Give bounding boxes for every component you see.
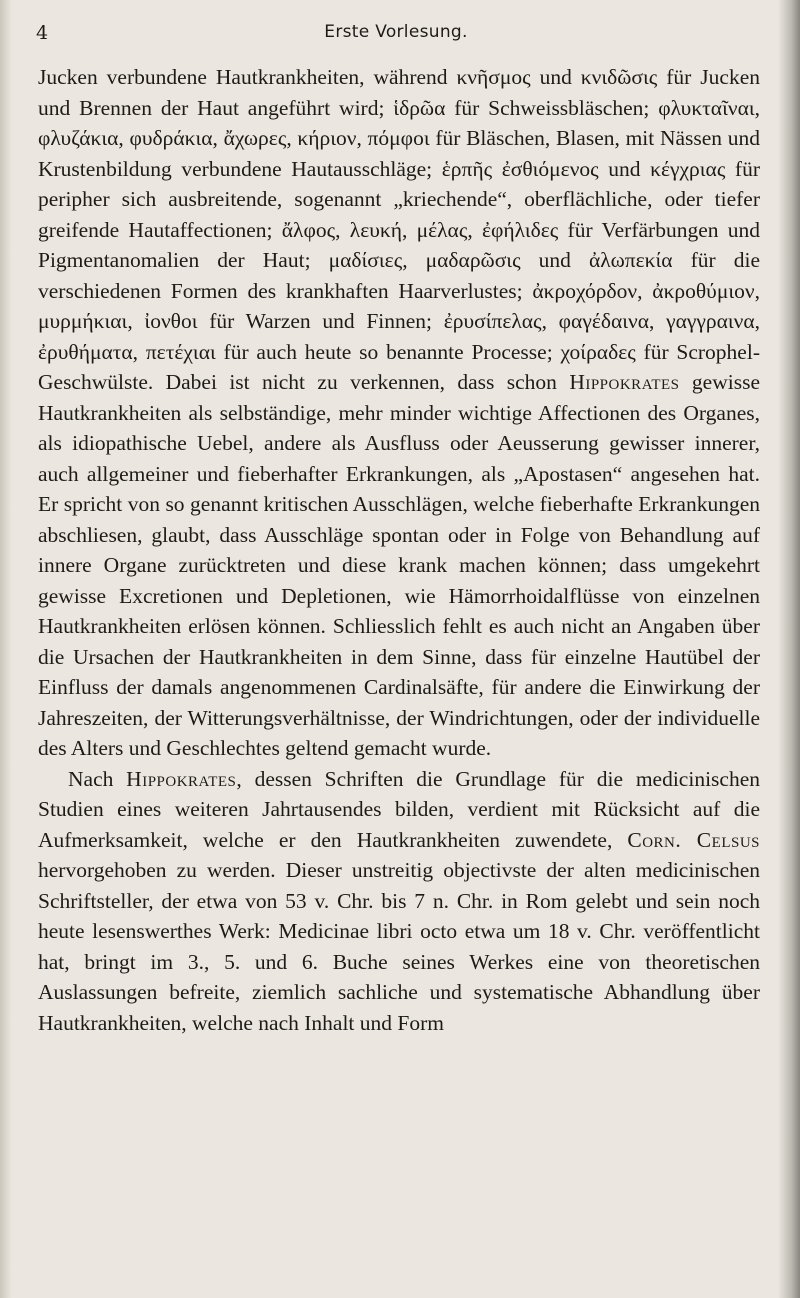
author-name-hippokrates: Hippokrates — [569, 370, 680, 394]
text-segment: gewisse Hautkrankheiten als selbständige, mehr minder wichtige Affectionen des Organes, als idiopathische Uebel, andere als Ausfluss oder Aeusserung gewisser innerer, auch allgemeiner und fieberhafter Erkrankungen, als „Apostasen“ angesehen hat. Er spricht von so genannt kritischen Ausschlägen, welche fieberhafte Erkrankungen abschliesen, glaubt, dass Ausschläge spontan oder in Folge von Behandlung auf innere Organe zurücktreten und diese krank machen können; dass umgekehrt gewisse Excretionen und Depletionen, wie Hämorrhoidalflüsse von einzelnen Hautkrankheiten erlösen können. Schliesslich fehlt es auch nicht an Angaben über die Ursachen der Hautkrankheiten in dem Sinne, dass für einzelne Hautübel der Einfluss der damals angenommenen Cardinalsäfte, für andere die Einwirkung der Jahreszeiten, der Witterungsverhältnisse, der Windrichtungen, oder der individuelle des Alters und Geschlechtes geltend gemacht wurde. — [38, 370, 760, 760]
text-segment: Nach — [68, 766, 127, 791]
page-left-edge-shadow — [0, 0, 12, 1298]
author-name-hippokrates: Hippokrates — [126, 766, 237, 791]
page-right-edge-shadow — [778, 0, 800, 1298]
text-segment: Jucken verbundene Hautkrankheiten, während κνῆσμος und κνιδῶσις für Jucken und Brennen der Haut angeführt wird; ἱδρῶα für Schweissbläschen; φλυκταῖναι, φλυζάκια, φυδράκια, ἄχωρες, κήριον, πόμφοι für Bläschen, Blasen, mit Nässen und Krustenbildung verbundene Hautausschläge; ἑρπῆς ἐσθιόμενος und κέγχριας für peripher sich ausbreitende, sogenannt „kriechende“, oberflächliche, oder tiefer greifende Hautaffectionen; ἄλφος, λευκή, μέλας, ἐφήλιδες für Verfärbungen und Pigmentanomalien der Haut; μαδίσιες, μαδαρῶσις und ἀλωπεκία für die verschiedenen Formen des krankhaften Haarverlustes; ἀκροχόρδον, ἀκροθύμιον, μυρμήκιαι, ἰονθοι für Warzen und Finnen; ἐρυσίπελας, φαγέδαινα, γαγγραινα, ἐρυθήματα, πετέχιαι für auch heute so benannte Processe; χοίραδες für Scrophel-Geschwülste. Dabei ist nicht zu verkennen, dass schon — [38, 65, 760, 394]
text-segment: hervorgehoben zu werden. Dieser unstreitig objectivste der alten medicinischen Schriftsteller, der etwa von 53 v. Chr. bis 7 n. Chr. in Rom gelebt und sein noch heute lesenswerthes Werk: Medicinae libri octo etwa um 18 v. Chr. veröffentlicht hat, bringt im 3., 5. und 6. Buche seines Werkes eine von theoretischen Auslassungen befreite, ziemlich sachliche und systematische Abhandlung über Hautkrankheiten, welche nach Inhalt und Form — [38, 858, 760, 1035]
running-title: Erste Vorlesung. — [324, 22, 468, 42]
paragraph-2 — [38, 764, 760, 1039]
page-number: 4 — [36, 22, 49, 44]
body-text — [38, 62, 760, 1038]
paragraph-1 — [38, 62, 760, 764]
text-segment: , dessen Schriften die Grundlage für die medicinischen Studien eines weiteren Jahrtausendes bilden, verdient mit Rücksicht auf die Aufmerksamkeit, welche er den Hautkrankheiten zuwendete, — [38, 766, 760, 852]
author-name-celsus: Corn. Celsus — [627, 827, 760, 852]
page-header — [36, 22, 758, 46]
